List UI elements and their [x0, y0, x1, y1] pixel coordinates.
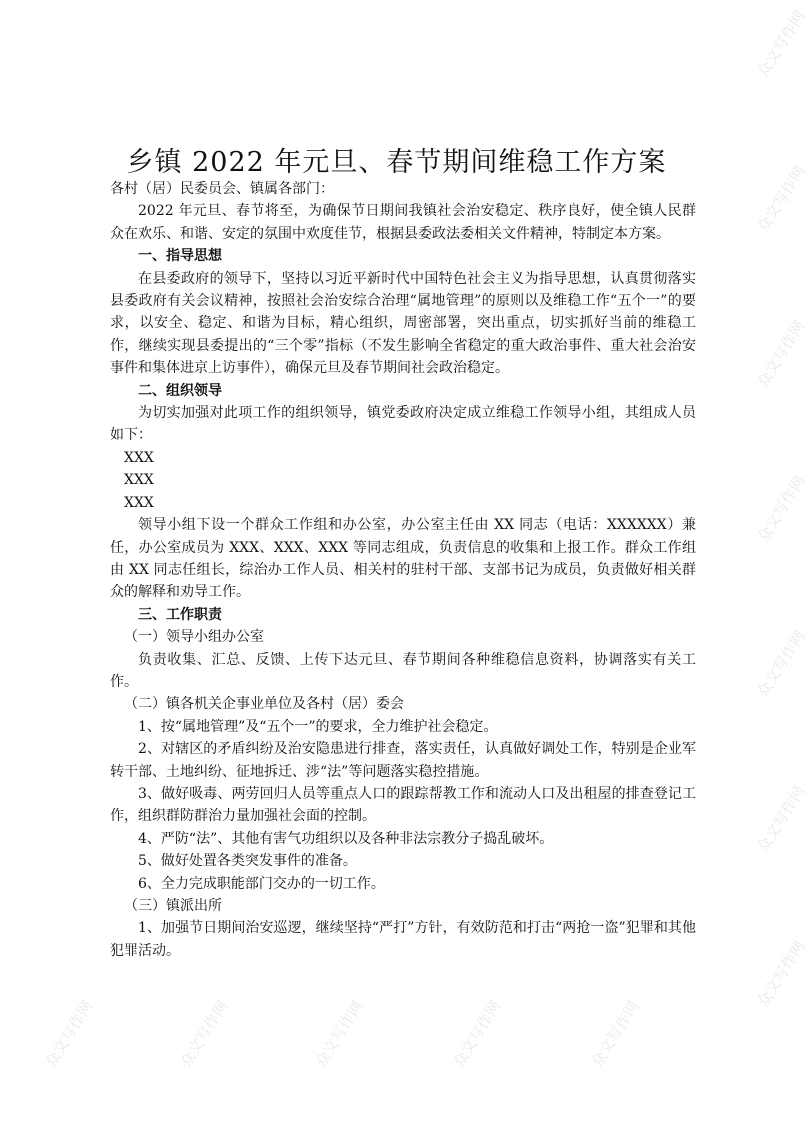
watermark-text: 众文写作网 [753, 782, 809, 856]
member-name: XXX [124, 449, 154, 466]
duty-item: 5、做好处置各类突发事件的准备。 [138, 853, 357, 870]
duty-item: 1、加强节日期间治安巡逻，继续坚持“严打”方针，有效防范和打击“两抢一盗”犯罪和其他犯罪活动。 [110, 920, 696, 959]
subsection-heading: （二）镇各机关企事业单位及各村（居）委会 [124, 696, 404, 713]
subsection-heading: （一）领导小组办公室 [124, 629, 264, 646]
duty-item: 1、按“属地管理”及“五个一”的要求，全力维护社会稳定。 [138, 718, 498, 735]
watermark-text: 众文写作网 [753, 472, 809, 546]
section-heading-leadership: 二、组织领导 [138, 382, 222, 399]
duty-item: 6、全力完成职能部门交办的一切工作。 [138, 875, 385, 892]
section-heading-guiding-thought: 一、指导思想 [138, 248, 222, 265]
duty-paragraph: 负责收集、汇总、反馈、上传下达元旦、春节期间各种维稳信息资料，协调落实有关工作。 [110, 651, 696, 690]
watermark-text: 众文写作网 [753, 7, 809, 81]
document-title: 乡镇 2022 年元旦、春节期间维稳工作方案 [126, 147, 667, 178]
watermark-text: 众文写作网 [753, 162, 809, 236]
member-name: XXX [124, 494, 154, 511]
watermark-text: 众文写作网 [753, 317, 809, 391]
watermark-text: 众文写作网 [41, 997, 97, 1071]
member-name: XXX [124, 472, 154, 489]
duty-item: 2、对辖区的矛盾纠纷及治安隐患进行排查，落实责任，认真做好调处工作，特别是企业军转干部、土地纠纷、征地拆迁、涉“法”等问题落实稳控措施。 [110, 741, 696, 780]
duty-item: 4、严防“法”、其他有害气功组织以及各种非法宗教分子捣乱破坏。 [138, 830, 554, 847]
office-paragraph: 领导小组下设一个群众工作组和办公室，办公室主任由 XX 同志（电话：XXXXXX）兼任，办公室成员为 XXX、XXX、XXX 等同志组成，负责信息的收集和上报工作。群众工作组由 XX 同志任组长，综治办工作人员、相关村的驻村干部、支部书记为成员，负责做好相关群众的解释和劝导工作。 [110, 517, 696, 601]
section-heading-duties: 三、工作职责 [138, 606, 222, 623]
watermark-text: 众文写作网 [311, 997, 367, 1071]
leadership-paragraph: 为切实加强对此项工作的组织领导，镇党委政府决定成立维稳工作领导小组，其组成人员如下： [110, 405, 696, 444]
subsection-heading: （三）镇派出所 [124, 898, 222, 914]
watermark-text: 众文写作网 [753, 937, 809, 1011]
watermark-text: 众文写作网 [449, 997, 505, 1071]
duty-item: 3、做好吸毒、两劳回归人员等重点人口的跟踪帮教工作和流动人口及出租屋的排查登记工作，组织群防群治力量加强社会面的控制。 [110, 785, 696, 825]
salutation: 各村（居）民委员会、镇属各部门： [110, 181, 334, 197]
watermark-text: 众文写作网 [587, 997, 643, 1071]
document-body [110, 178, 696, 962]
guiding-thought-paragraph: 在县委政府的领导下，坚持以习近平新时代中国特色社会主义为指导思想，认真贯彻落实县委政府有关会议精神，按照社会治安综合治理“属地管理”的原则以及维稳工作“五个一”的要求，以安全、稳定、和谐为目标，精心组织，周密部署，突出重点，切实抓好当前的维稳工作，继续实现县委提出的“三个零”指标（不发生影响全省稳定的重大政治事件、重大社会治安事件和集体进京上访事件），确保元旦及春节期间社会政治稳定。 [110, 270, 696, 377]
intro-paragraph: 2022 年元旦、春节将至，为确保节日期间我镇社会治安稳定、秩序良好，使全镇人民群众在欢乐、和谐、安定的氛围中欢度佳节，根据县委政法委相关文件精神，特制定本方案。 [110, 203, 696, 242]
watermark-text: 众文写作网 [753, 627, 809, 701]
watermark-text: 众文写作网 [176, 997, 232, 1071]
